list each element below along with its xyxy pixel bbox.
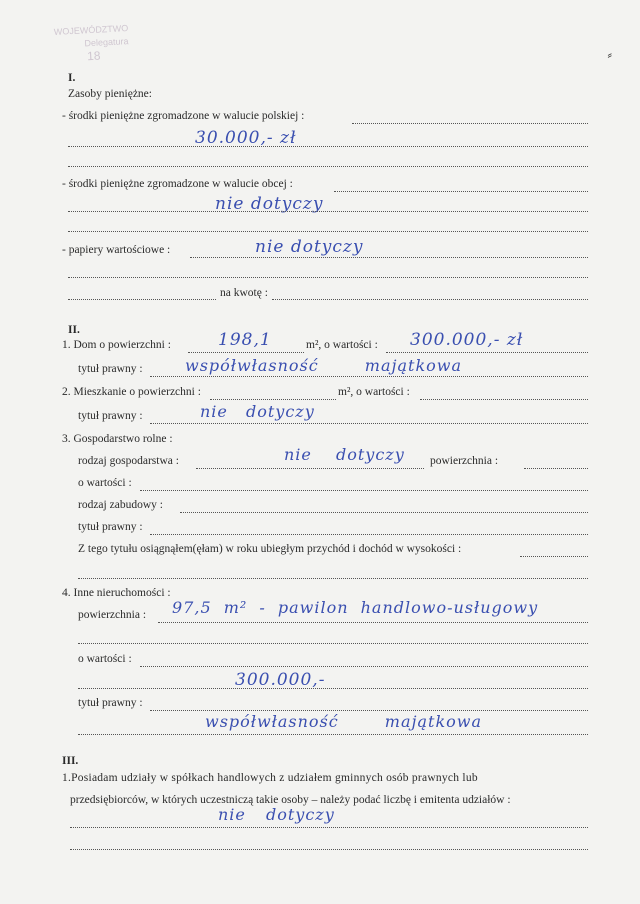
other-title-value: współwłasność majątkowa — [205, 712, 482, 731]
stamp-line-1: WOJEWÓDZTWO — [53, 23, 129, 37]
house-title-dots — [150, 375, 588, 377]
shares-line-2: przedsiębiorców, w których uczestniczą takie osoby – należy podać liczbę i emitenta udziałów : — [70, 794, 511, 806]
foreign-funds-value: nie dotyczy — [215, 194, 324, 214]
other-property-label: 4. Inne nieruchomości : — [62, 587, 171, 599]
flat-title-value: nie dotyczy — [200, 402, 315, 421]
pln-funds-value: 30.000,- zł — [195, 128, 297, 148]
shares-value: nie dotyczy — [218, 805, 335, 824]
other-title-label: tytuł prawny : — [78, 697, 143, 709]
other-area-label: powierzchnia : — [78, 609, 147, 621]
other-area-dots — [158, 621, 588, 623]
farm-building-label: rodzaj zabudowy : — [78, 499, 163, 511]
pln-funds-dots — [352, 122, 588, 124]
corner-mark: ⸗ — [607, 48, 612, 63]
farm-type-label: rodzaj gospodarstwa : — [78, 455, 179, 467]
farm-income-line — [78, 577, 588, 579]
house-value-dots — [386, 351, 588, 353]
farm-worth-dots — [140, 489, 588, 491]
house-title-value: współwłasność majątkowa — [185, 356, 462, 375]
securities-line — [68, 276, 588, 278]
farm-income-dots — [520, 555, 588, 557]
other-title-dots — [150, 709, 588, 711]
house-label: 1. Dom o powierzchni : — [62, 339, 171, 351]
securities-dots — [190, 256, 588, 258]
shares-dots — [70, 826, 588, 828]
flat-area-dots — [210, 398, 336, 400]
securities-label: - papiery wartościowe : — [62, 244, 171, 256]
other-area-value: 97,5 m² - pawilon handlowo-usługowy — [172, 598, 539, 617]
farm-area-label: powierzchnia : — [430, 455, 499, 467]
flat-label: 2. Mieszkanie o powierzchni : — [62, 386, 201, 398]
flat-value-dots — [420, 398, 588, 400]
flat-title-label: tytuł prawny : — [78, 410, 143, 422]
other-worth-value: 300.000,- — [235, 670, 326, 690]
flat-m2-label: m², o wartości : — [338, 386, 410, 398]
pln-funds-line-2 — [68, 165, 588, 167]
section-1-heading: I. — [68, 72, 76, 84]
house-area-dots — [188, 351, 304, 353]
foreign-funds-line-2 — [68, 230, 588, 232]
house-area-value: 198,1 — [218, 330, 272, 350]
section-2-heading: II. — [68, 324, 80, 336]
farm-income-label: Z tego tytułu osiągnąłem(ęłam) w roku ubiegłym przychód i dochód w wysokości : — [78, 543, 462, 555]
securities-value: nie dotyczy — [255, 237, 364, 257]
other-title-line — [78, 733, 588, 735]
farm-type-dots — [196, 467, 424, 469]
foreign-funds-dots — [334, 190, 588, 192]
section-3-heading: III. — [62, 755, 79, 767]
foreign-funds-label: - środki pieniężne zgromadzone w walucie obcej : — [62, 178, 293, 190]
farm-type-value: nie dotyczy — [284, 445, 405, 464]
farm-worth-label: o wartości : — [78, 477, 132, 489]
farm-title-dots — [150, 533, 588, 535]
amount-dots — [272, 298, 588, 300]
other-worth-label: o wartości : — [78, 653, 132, 665]
stamp-date: 18 — [86, 48, 101, 64]
pln-funds-label: - środki pieniężne zgromadzone w walucie polskiej : — [62, 110, 305, 122]
other-worth-line — [78, 687, 588, 689]
house-title-label: tytuł prawny : — [78, 363, 143, 375]
farm-area-dots — [524, 467, 588, 469]
stamp-line-2: Delegatura — [84, 36, 129, 49]
house-m2-label: m², o wartości : — [306, 339, 378, 351]
receipt-stamp — [54, 18, 207, 86]
house-value: 300.000,- zł — [410, 330, 524, 350]
amount-label: na kwotę : — [220, 287, 268, 299]
other-area-line — [78, 642, 588, 644]
farm-title-label: tytuł prawny : — [78, 521, 143, 533]
other-worth-dots — [140, 665, 588, 667]
shares-line — [70, 848, 588, 850]
farm-label: 3. Gospodarstwo rolne : — [62, 433, 173, 445]
flat-title-dots — [150, 422, 588, 424]
pln-funds-line — [68, 145, 588, 147]
section-1-title: Zasoby pieniężne: — [68, 88, 152, 100]
foreign-funds-line — [68, 210, 588, 212]
shares-line-1: 1.Posiadam udziały w spółkach handlowych z udziałem gminnych osób prawnych lub — [62, 772, 478, 784]
farm-building-dots — [180, 511, 588, 513]
amount-dots-left — [68, 298, 216, 300]
